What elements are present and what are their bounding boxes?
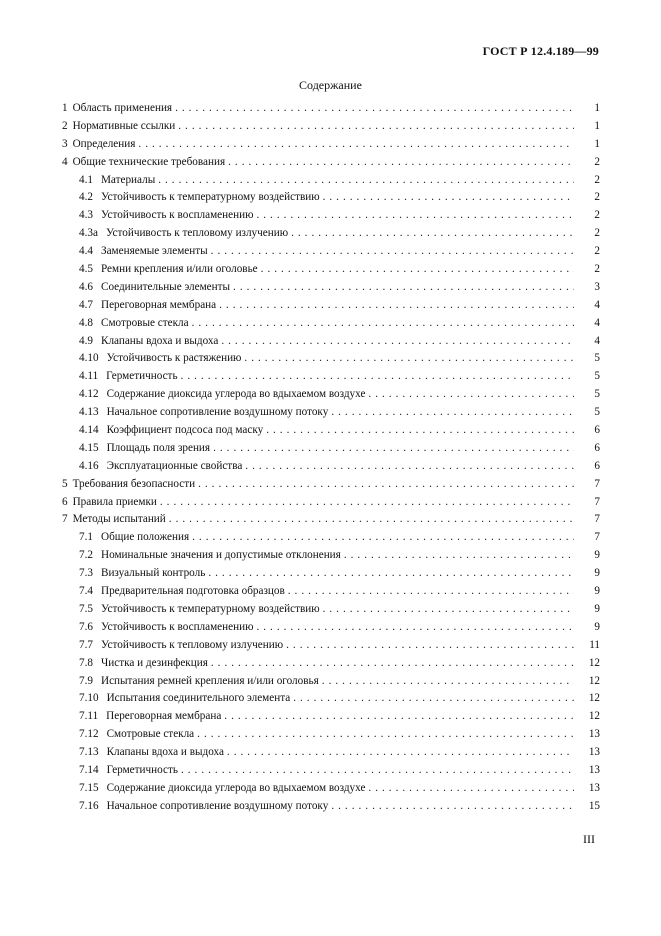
toc-entry-page: 2: [594, 245, 600, 258]
toc-dot-leader: [175, 100, 574, 118]
toc-entry-number: 7.13: [79, 746, 99, 759]
toc-entry-page: 5: [594, 352, 600, 365]
toc-dot-leader: [213, 440, 574, 458]
toc-dot-leader: [178, 118, 574, 136]
toc-entry-label: Номинальные значения и допустимые отклонения: [100, 549, 341, 562]
toc-entry-label: Начальное сопротивление воздушному потоку: [106, 406, 329, 419]
toc-entry-number: 4.13: [79, 406, 99, 419]
toc-entry-label: Чистка и дезинфекция: [100, 656, 208, 669]
toc-entry-label: Методы испытаний: [72, 513, 166, 526]
toc-entry: [62, 297, 600, 315]
toc-entry-label: Общие технические требования: [72, 155, 226, 168]
document-code: ГОСТ Р 12.4.189—99: [482, 44, 599, 58]
toc-entry: [62, 637, 600, 655]
toc-dot-leader: [181, 762, 574, 780]
toc-entry-page: 12: [588, 710, 600, 723]
toc-entry-label: Устойчивость к тепловому излучению: [105, 227, 289, 240]
toc-entry-page: 15: [588, 799, 600, 812]
toc-entry-number: 7.3: [79, 567, 93, 580]
toc-dot-leader: [245, 458, 574, 476]
toc-entry-number: 4.15: [79, 441, 99, 454]
toc-entry: [62, 118, 600, 136]
toc-dot-leader: [331, 404, 574, 422]
toc-entry-page: 6: [594, 441, 600, 454]
toc-entry-number: 5: [62, 477, 68, 490]
toc-entry-label: Начальное сопротивление воздушному потоку: [106, 799, 329, 812]
toc-entry: [62, 619, 600, 637]
toc-title: Содержание: [299, 78, 362, 92]
toc-entry: [62, 350, 600, 368]
toc-entry-number: 4: [62, 155, 68, 168]
toc-entry-number: 7.2: [79, 549, 93, 562]
toc-entry-label: Устойчивость к тепловому излучению: [100, 638, 284, 651]
toc-entry-page: 5: [594, 388, 600, 401]
toc-entry-page: 2: [594, 209, 600, 222]
toc-entry-page: 13: [588, 728, 600, 741]
toc-entry: [62, 583, 600, 601]
toc-entry-number: 4.3а: [79, 227, 98, 240]
toc-entry-number: 3: [62, 137, 68, 150]
toc-entry-number: 4.16: [79, 459, 99, 472]
toc-entry-page: 2: [594, 263, 600, 276]
toc-entry-number: 7.6: [79, 620, 93, 633]
toc-dot-leader: [244, 350, 574, 368]
toc-entry-page: 13: [588, 746, 600, 759]
toc-entry-label: Переговорная мембрана: [100, 298, 217, 311]
toc-entry-number: 4.3: [79, 209, 93, 222]
toc-entry-page: 6: [594, 424, 600, 437]
toc-entry-number: 7.11: [79, 710, 99, 723]
toc-dot-leader: [368, 386, 574, 404]
toc-dot-leader: [219, 297, 574, 315]
toc-entry: [62, 547, 600, 565]
toc-dot-leader: [323, 601, 574, 619]
toc-entry: [62, 172, 600, 190]
toc-entry-page: 13: [588, 763, 600, 776]
toc-entry: [62, 440, 600, 458]
toc-entry-number: 7.12: [79, 728, 99, 741]
toc-entry: [62, 279, 600, 297]
toc-entry: [62, 494, 600, 512]
toc-entry: [62, 154, 600, 172]
toc-entry-page: 9: [594, 585, 600, 598]
toc-entry-label: Определения: [72, 137, 136, 150]
toc-dot-leader: [158, 172, 574, 190]
toc-dot-leader: [322, 673, 574, 691]
toc-dot-leader: [198, 476, 574, 494]
toc-entry: [62, 368, 600, 386]
toc-entry-page: 4: [594, 334, 600, 347]
toc-entry-page: 1: [594, 119, 600, 132]
toc-entry-label: Устойчивость к воспламенению: [100, 209, 254, 222]
toc-dot-leader: [368, 780, 574, 798]
toc-entry: [62, 744, 600, 762]
toc-entry: [62, 243, 600, 261]
toc-dot-leader: [266, 422, 574, 440]
toc-entry-number: 7: [62, 513, 68, 526]
toc-entry-number: 7.1: [79, 531, 93, 544]
toc-entry-page: 12: [588, 674, 600, 687]
toc-entry: [62, 655, 600, 673]
toc-entry-number: 6: [62, 495, 68, 508]
toc-entry-label: Содержание диоксида углерода во вдыхаемом воздухе: [106, 781, 366, 794]
toc-entry-number: 4.7: [79, 298, 93, 311]
toc-entry-label: Устойчивость к температурному воздействию: [100, 602, 320, 615]
toc-entry-label: Герметичность: [106, 763, 178, 776]
toc-entry-page: 7: [594, 531, 600, 544]
toc-dot-leader: [211, 243, 574, 261]
toc-entry-label: Клапаны вдоха и выдоха: [100, 334, 219, 347]
toc-entry-page: 9: [594, 549, 600, 562]
toc-entry-number: 7.14: [79, 763, 99, 776]
toc-entry-page: 13: [588, 781, 600, 794]
toc-entry-number: 4.14: [79, 424, 99, 437]
toc-entry: [62, 708, 600, 726]
toc-dot-leader: [192, 529, 574, 547]
toc-entry: [62, 333, 600, 351]
toc-entry-number: 7.10: [79, 692, 99, 705]
toc-entry: [62, 511, 600, 529]
toc-entry-label: Предварительная подготовка образцов: [100, 585, 285, 598]
toc-dot-leader: [291, 225, 574, 243]
toc-entry-number: 4.11: [79, 370, 99, 383]
toc-dot-leader: [256, 207, 574, 225]
toc-entry-number: 4.2: [79, 191, 93, 204]
toc-entry-label: Смотровые стекла: [100, 316, 189, 329]
toc-entry-number: 4.8: [79, 316, 93, 329]
toc-entry-page: 2: [594, 227, 600, 240]
toc-entry-label: Площадь поля зрения: [106, 441, 211, 454]
toc-entry-number: 4.1: [79, 173, 93, 186]
toc-entry-page: 6: [594, 459, 600, 472]
toc-entry-page: 12: [588, 656, 600, 669]
toc-dot-leader: [323, 189, 574, 207]
toc-entry-label: Общие положения: [100, 531, 190, 544]
toc-entry: [62, 315, 600, 333]
toc-dot-leader: [211, 655, 574, 673]
toc-entry-page: 1: [594, 137, 600, 150]
toc-entry-label: Устойчивость к температурному воздействию: [100, 191, 320, 204]
toc-entry-page: 12: [588, 692, 600, 705]
toc-entry: [62, 404, 600, 422]
toc-entry-label: Герметичность: [106, 370, 178, 383]
toc-entry-page: 7: [594, 477, 600, 490]
toc-dot-leader: [224, 708, 574, 726]
toc-entry-label: Эксплуатационные свойства: [106, 459, 243, 472]
toc-entry-number: 2: [62, 119, 68, 132]
page-number: III: [583, 832, 595, 846]
toc-entry-number: 7.7: [79, 638, 93, 651]
toc-dot-leader: [344, 547, 574, 565]
toc-dot-leader: [221, 333, 574, 351]
toc-dot-leader: [331, 798, 574, 816]
toc-dot-leader: [197, 726, 574, 744]
toc-entry: [62, 458, 600, 476]
toc-dot-leader: [160, 494, 574, 512]
toc-entry-label: Клапаны вдоха и выдоха: [106, 746, 224, 759]
toc-dot-leader: [261, 261, 574, 279]
toc-entry-number: 7.9: [79, 674, 93, 687]
toc-entry-page: 5: [594, 406, 600, 419]
toc-entry: [62, 565, 600, 583]
toc-entry-label: Визуальный контроль: [100, 567, 206, 580]
toc-dot-leader: [169, 511, 574, 529]
toc-entry-label: Содержание диоксида углерода во вдыхаемом воздухе: [106, 388, 366, 401]
toc-entry: [62, 762, 600, 780]
toc-entry: [62, 189, 600, 207]
toc-entry: [62, 386, 600, 404]
toc-entry-page: 9: [594, 620, 600, 633]
toc-entry-label: Испытания соединительного элемента: [106, 692, 291, 705]
toc-entry: [62, 136, 600, 154]
toc-entry-label: Смотровые стекла: [106, 728, 195, 741]
toc-entry: [62, 690, 600, 708]
toc-entry-number: 7.8: [79, 656, 93, 669]
toc-entry-page: 9: [594, 567, 600, 580]
toc-entry-page: 4: [594, 316, 600, 329]
toc-entry-label: Соединительные элементы: [100, 280, 231, 293]
toc-entry-label: Коэффициент подсоса под маску: [106, 424, 264, 437]
toc-entry-number: 7.15: [79, 781, 99, 794]
toc-entry-label: Правила приемки: [72, 495, 157, 508]
toc-entry-label: Устойчивость к растяжению: [106, 352, 242, 365]
toc-entry-page: 7: [594, 513, 600, 526]
toc-entry-page: 2: [594, 173, 600, 186]
toc-entry-number: 4.10: [79, 352, 99, 365]
toc-entry-label: Испытания ремней крепления и/или оголовья: [100, 674, 319, 687]
toc-entry-number: 4.12: [79, 388, 99, 401]
toc-dot-leader: [293, 690, 574, 708]
toc-dot-leader: [233, 279, 574, 297]
toc-entry: [62, 798, 600, 816]
toc-entry-page: 1: [594, 102, 600, 114]
toc-dot-leader: [192, 315, 574, 333]
toc-entry-page: 7: [594, 495, 600, 508]
toc-entry-number: 4.6: [79, 280, 93, 293]
toc-dot-leader: [138, 136, 574, 154]
toc-entry-page: 2: [594, 191, 600, 204]
toc-entry: [62, 529, 600, 547]
toc-entry-number: 4.9: [79, 334, 93, 347]
toc-dot-leader: [227, 744, 574, 762]
toc-entry-number: 7.5: [79, 602, 93, 615]
toc-entry-label: Материалы: [100, 173, 156, 186]
toc-entry-page: 2: [594, 155, 600, 168]
toc-entry: [62, 601, 600, 619]
toc-entry-number: 7.16: [79, 799, 99, 812]
toc-entry-page: 3: [594, 280, 600, 293]
toc-entry-number: 4.5: [79, 263, 93, 276]
toc-entry-label: Заменяемые элементы: [100, 245, 208, 258]
toc-entry-number: 1: [62, 102, 68, 114]
toc-dot-leader: [208, 565, 574, 583]
toc-dot-leader: [256, 619, 574, 637]
toc-entry-page: 5: [594, 370, 600, 383]
toc-entry-label: Переговорная мембрана: [106, 710, 222, 723]
toc-entry: [62, 726, 600, 744]
toc-entry-number: 4.4: [79, 245, 93, 258]
toc-entry-label: Нормативные ссылки: [72, 119, 176, 132]
toc-entry: [62, 476, 600, 494]
toc-dot-leader: [288, 583, 574, 601]
toc-entry: [62, 780, 600, 798]
toc-entry: [62, 673, 600, 691]
table-of-contents: [62, 100, 600, 816]
toc-dot-leader: [286, 637, 574, 655]
toc-entry-page: 11: [589, 638, 600, 651]
toc-entry-label: Ремни крепления и/или оголовье: [100, 263, 258, 276]
toc-entry-number: 7.4: [79, 585, 93, 598]
toc-dot-leader: [181, 368, 574, 386]
toc-entry: [62, 207, 600, 225]
toc-entry-label: Требования безопасности: [72, 477, 196, 490]
toc-dot-leader: [228, 154, 574, 172]
toc-entry: [62, 422, 600, 440]
toc-entry-label: Область применения: [72, 102, 173, 114]
toc-entry-page: 9: [594, 602, 600, 615]
toc-entry: [62, 225, 600, 243]
toc-entry: [62, 100, 600, 118]
toc-entry-page: 4: [594, 298, 600, 311]
toc-entry: [62, 261, 600, 279]
toc-entry-label: Устойчивость к воспламенению: [100, 620, 254, 633]
